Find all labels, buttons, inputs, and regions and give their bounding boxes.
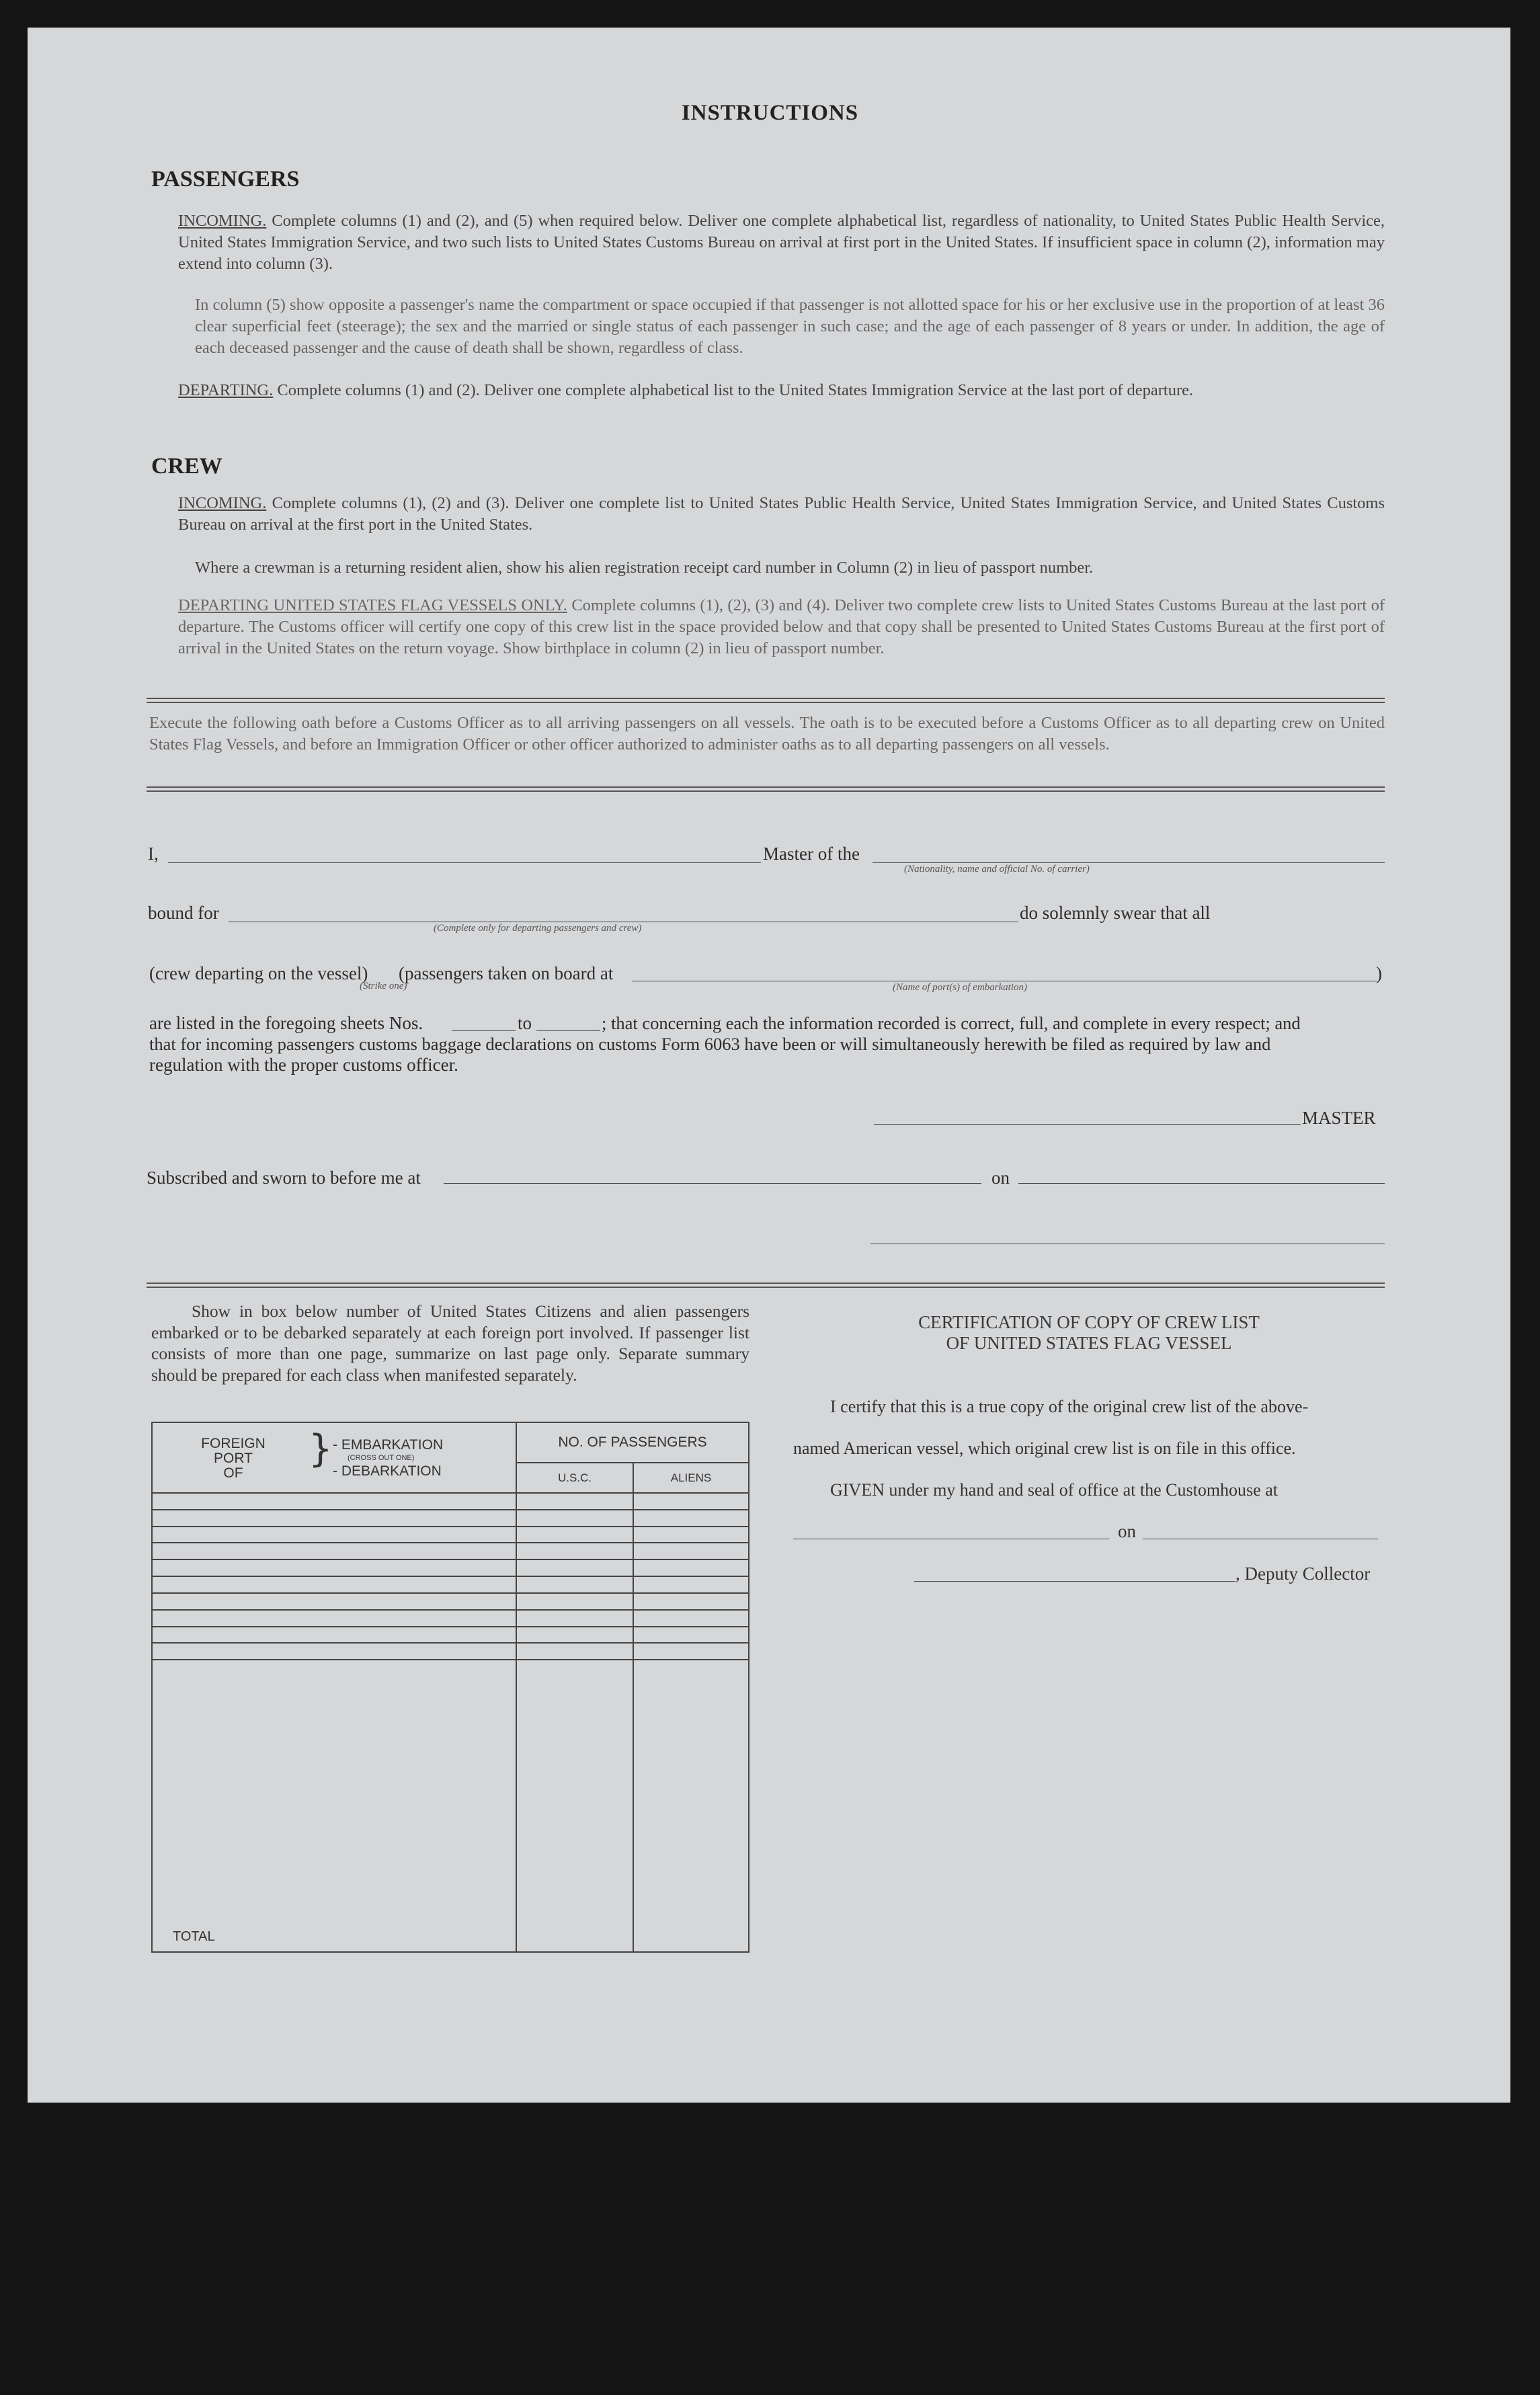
of-label: OF [223,1465,243,1481]
port-label: PORT [214,1451,253,1466]
port-cell[interactable] [152,1543,516,1559]
sworn-on-label: on [991,1168,1010,1188]
table-row [152,1643,749,1660]
brace-icon: } [309,1427,333,1471]
aliens-cell[interactable] [633,1510,749,1527]
table-row [152,1510,749,1527]
deputy-collector-signature-field[interactable] [914,1581,1235,1582]
master-label: MASTER [1302,1108,1376,1128]
aliens-cell[interactable] [633,1527,749,1543]
cross-out-note: (CROSS OUT ONE) [348,1454,415,1462]
certification-heading-line-1: CERTIFICATION OF COPY OF CREW LIST [918,1312,1260,1332]
table-row [152,1527,749,1543]
crew-departing-label: DEPARTING UNITED STATES FLAG VESSELS ONLY. [178,596,567,614]
carrier-caption: (Nationality, name and official No. of carrier) [904,864,1090,875]
listed-text: ; that concerning each the information recorded is correct, full, and complete in every respect; and [602,1013,1301,1033]
passengers-departing-paragraph [178,380,1385,401]
port-cell[interactable] [152,1510,516,1527]
close-paren: ) [1376,963,1382,983]
usc-cell[interactable] [516,1527,633,1543]
crew-incoming-paragraph [178,493,1385,536]
aliens-cell[interactable] [633,1576,749,1593]
table-row [152,1593,749,1610]
crew-departing-paragraph [178,595,1385,659]
deputy-collector-label: , Deputy Collector [1235,1564,1371,1584]
port-cell[interactable] [152,1643,516,1660]
port-cell[interactable] [152,1610,516,1627]
section-divider [147,698,1385,703]
carrier-field[interactable] [873,862,1385,863]
foreign-label: FOREIGN [201,1436,266,1451]
total-row [152,1660,749,1952]
aliens-cell[interactable] [633,1543,749,1559]
certification-heading-line-2: OF UNITED STATES FLAG VESSEL [946,1333,1232,1353]
page-title: INSTRUCTIONS [681,101,859,125]
port-cell[interactable] [152,1576,516,1593]
strike-caption: (Strike one) [360,981,407,991]
debarkation-option[interactable]: - DEBARKATION [333,1463,442,1479]
crew-departing-option[interactable]: (crew departing on the vessel) [149,963,368,983]
port-caption: (Name of port(s) of embarkation) [893,982,1027,993]
section-divider [147,786,1385,792]
departing-text: Complete columns (1) and (2). Deliver one complete alphabetical list to the United States Immigration Service at the last port of departure. [277,381,1194,399]
passengers-taken-option[interactable]: (passengers taken on board at [399,963,614,983]
incoming-text: Complete columns (1) and (2), and (5) when required below. Deliver one complete alphabetical list, regardless of nationality, to United States Public Health Service, United States Immigration Service, and two such lists to United States Customs Bureau on arrival at first port in the United States. If insufficient space in column (2), information may extend into column (3). [178,212,1385,273]
table-row [152,1559,749,1576]
passengers-heading: PASSENGERS [151,167,300,192]
port-cell[interactable] [152,1627,516,1643]
sheet-from-field[interactable] [452,1030,516,1031]
aliens-cell[interactable] [633,1627,749,1643]
summary-instructions: Show in box below number of United States Citizens and alien passengers embarked or to be debarked separately at each foreign port involved. If passenger list consists of more than one page, summarize on last page only. Separate summary should be prepared for each class when manifested separately. [151,1301,749,1385]
usc-header: U.S.C. [516,1463,633,1493]
crew-departing-text: Complete columns (1), (2), (3) and (4). Deliver two complete crew lists to United States Customs Bureau at the last port of departure. The Customs officer will certify one copy of this crew list in the space provided below and that copy shall be presented to United States Customs Bureau at the first port of arrival in the United States on the return voyage. Show birthplace in column (2) in lieu of passport number. [178,596,1385,657]
incoming-label: INCOMING. [178,212,267,230]
aliens-header: ALIENS [633,1463,749,1493]
passenger-summary-table [151,1422,749,1953]
usc-cell[interactable] [516,1493,633,1510]
no-of-passengers-header: NO. OF PASSENGERS [516,1422,749,1463]
bound-caption: (Complete only for departing passengers and crew) [434,923,642,934]
certification-line-3: GIVEN under my hand and seal of office at the Customhouse at [830,1480,1278,1500]
usc-cell[interactable] [516,1559,633,1576]
usc-total-cell[interactable] [516,1660,633,1952]
port-cell[interactable] [152,1559,516,1576]
table-row [152,1610,749,1627]
aliens-cell[interactable] [633,1643,749,1660]
port-cell[interactable] [152,1493,516,1510]
usc-cell[interactable] [516,1643,633,1660]
listed-prefix: are listed in the foregoing sheets Nos. [149,1013,423,1033]
usc-cell[interactable] [516,1576,633,1593]
port-cell[interactable] [152,1593,516,1610]
certification-line-1: I certify that this is a true copy of the original crew list of the above- [830,1397,1309,1416]
certification-on-label: on [1118,1521,1136,1541]
crew-heading: CREW [151,454,222,479]
certification-heading [793,1312,1385,1354]
aliens-cell[interactable] [633,1493,749,1510]
table-row [152,1627,749,1643]
aliens-cell[interactable] [633,1593,749,1610]
oath-i-label: I, [148,844,159,864]
sheet-to-field[interactable] [536,1030,600,1031]
foreign-port-header [152,1422,516,1493]
master-signature-field[interactable] [874,1124,1301,1125]
port-cell[interactable] [152,1527,516,1543]
crew-incoming-text: Complete columns (1), (2) and (3). Deliver one complete list to United States Public Health Service, United States Immigration Service, and United States Customs Bureau on arrival at the first port in the United States. [178,494,1385,534]
crew-incoming-label: INCOMING. [178,494,267,512]
usc-cell[interactable] [516,1593,633,1610]
aliens-cell[interactable] [633,1559,749,1576]
sworn-place-field[interactable] [444,1183,981,1184]
sworn-date-field[interactable] [1018,1183,1385,1184]
table-row [152,1543,749,1559]
swear-label: do solemnly swear that all [1020,903,1211,923]
usc-cell[interactable] [516,1627,633,1643]
bound-for-label: bound for [148,903,219,923]
usc-cell[interactable] [516,1543,633,1559]
usc-cell[interactable] [516,1610,633,1627]
oath-instructions: Execute the following oath before a Customs Officer as to all arriving passengers on all vessels. The oath is to be executed before a Customs Officer as to all departing crew on United States Flag Vessels, and before an Immigration Officer or other officer authorized to administer oaths as to all departing passengers on all vessels. [149,714,1385,754]
usc-cell[interactable] [516,1510,633,1527]
departing-label: DEPARTING. [178,381,274,399]
certification-line-2: named American vessel, which original crew list is on file in this office. [793,1438,1296,1458]
section-divider [147,1283,1385,1288]
subscribed-label: Subscribed and sworn to before me at [147,1168,421,1188]
master-of-label: Master of the [763,844,860,864]
table-row [152,1493,749,1510]
table-row [152,1576,749,1593]
aliens-cell[interactable] [633,1610,749,1627]
listed-line-3: regulation with the proper customs officer. [149,1055,458,1075]
master-name-field[interactable] [168,862,761,863]
total-label: TOTAL [152,1660,516,1952]
aliens-total-cell[interactable] [633,1660,749,1952]
to-label: to [518,1013,532,1033]
listed-line-2: that for incoming passengers customs baggage declarations on customs Form 6063 have been or will simultaneously herewith be filed as required by law and [149,1034,1271,1054]
passengers-incoming-paragraph [178,210,1385,275]
embarkation-option[interactable]: - EMBARKATION [333,1437,444,1453]
column5-paragraph: In column (5) show opposite a passenger's name the compartment or space occupied if that passenger is not allotted space for his or her exclusive use in the proportion of at least 36 clear superficial feet (steerage); the sex and the married or single status of each passenger in such case; and the age of each passenger of 8 years or under. In addition, the age of each deceased passenger and the cause of death shall be shown, regardless of class. [195,296,1385,357]
crew-alien-paragraph: Where a crewman is a returning resident alien, show his alien registration receipt card number in Column (2) in lieu of passport number. [195,559,1094,577]
